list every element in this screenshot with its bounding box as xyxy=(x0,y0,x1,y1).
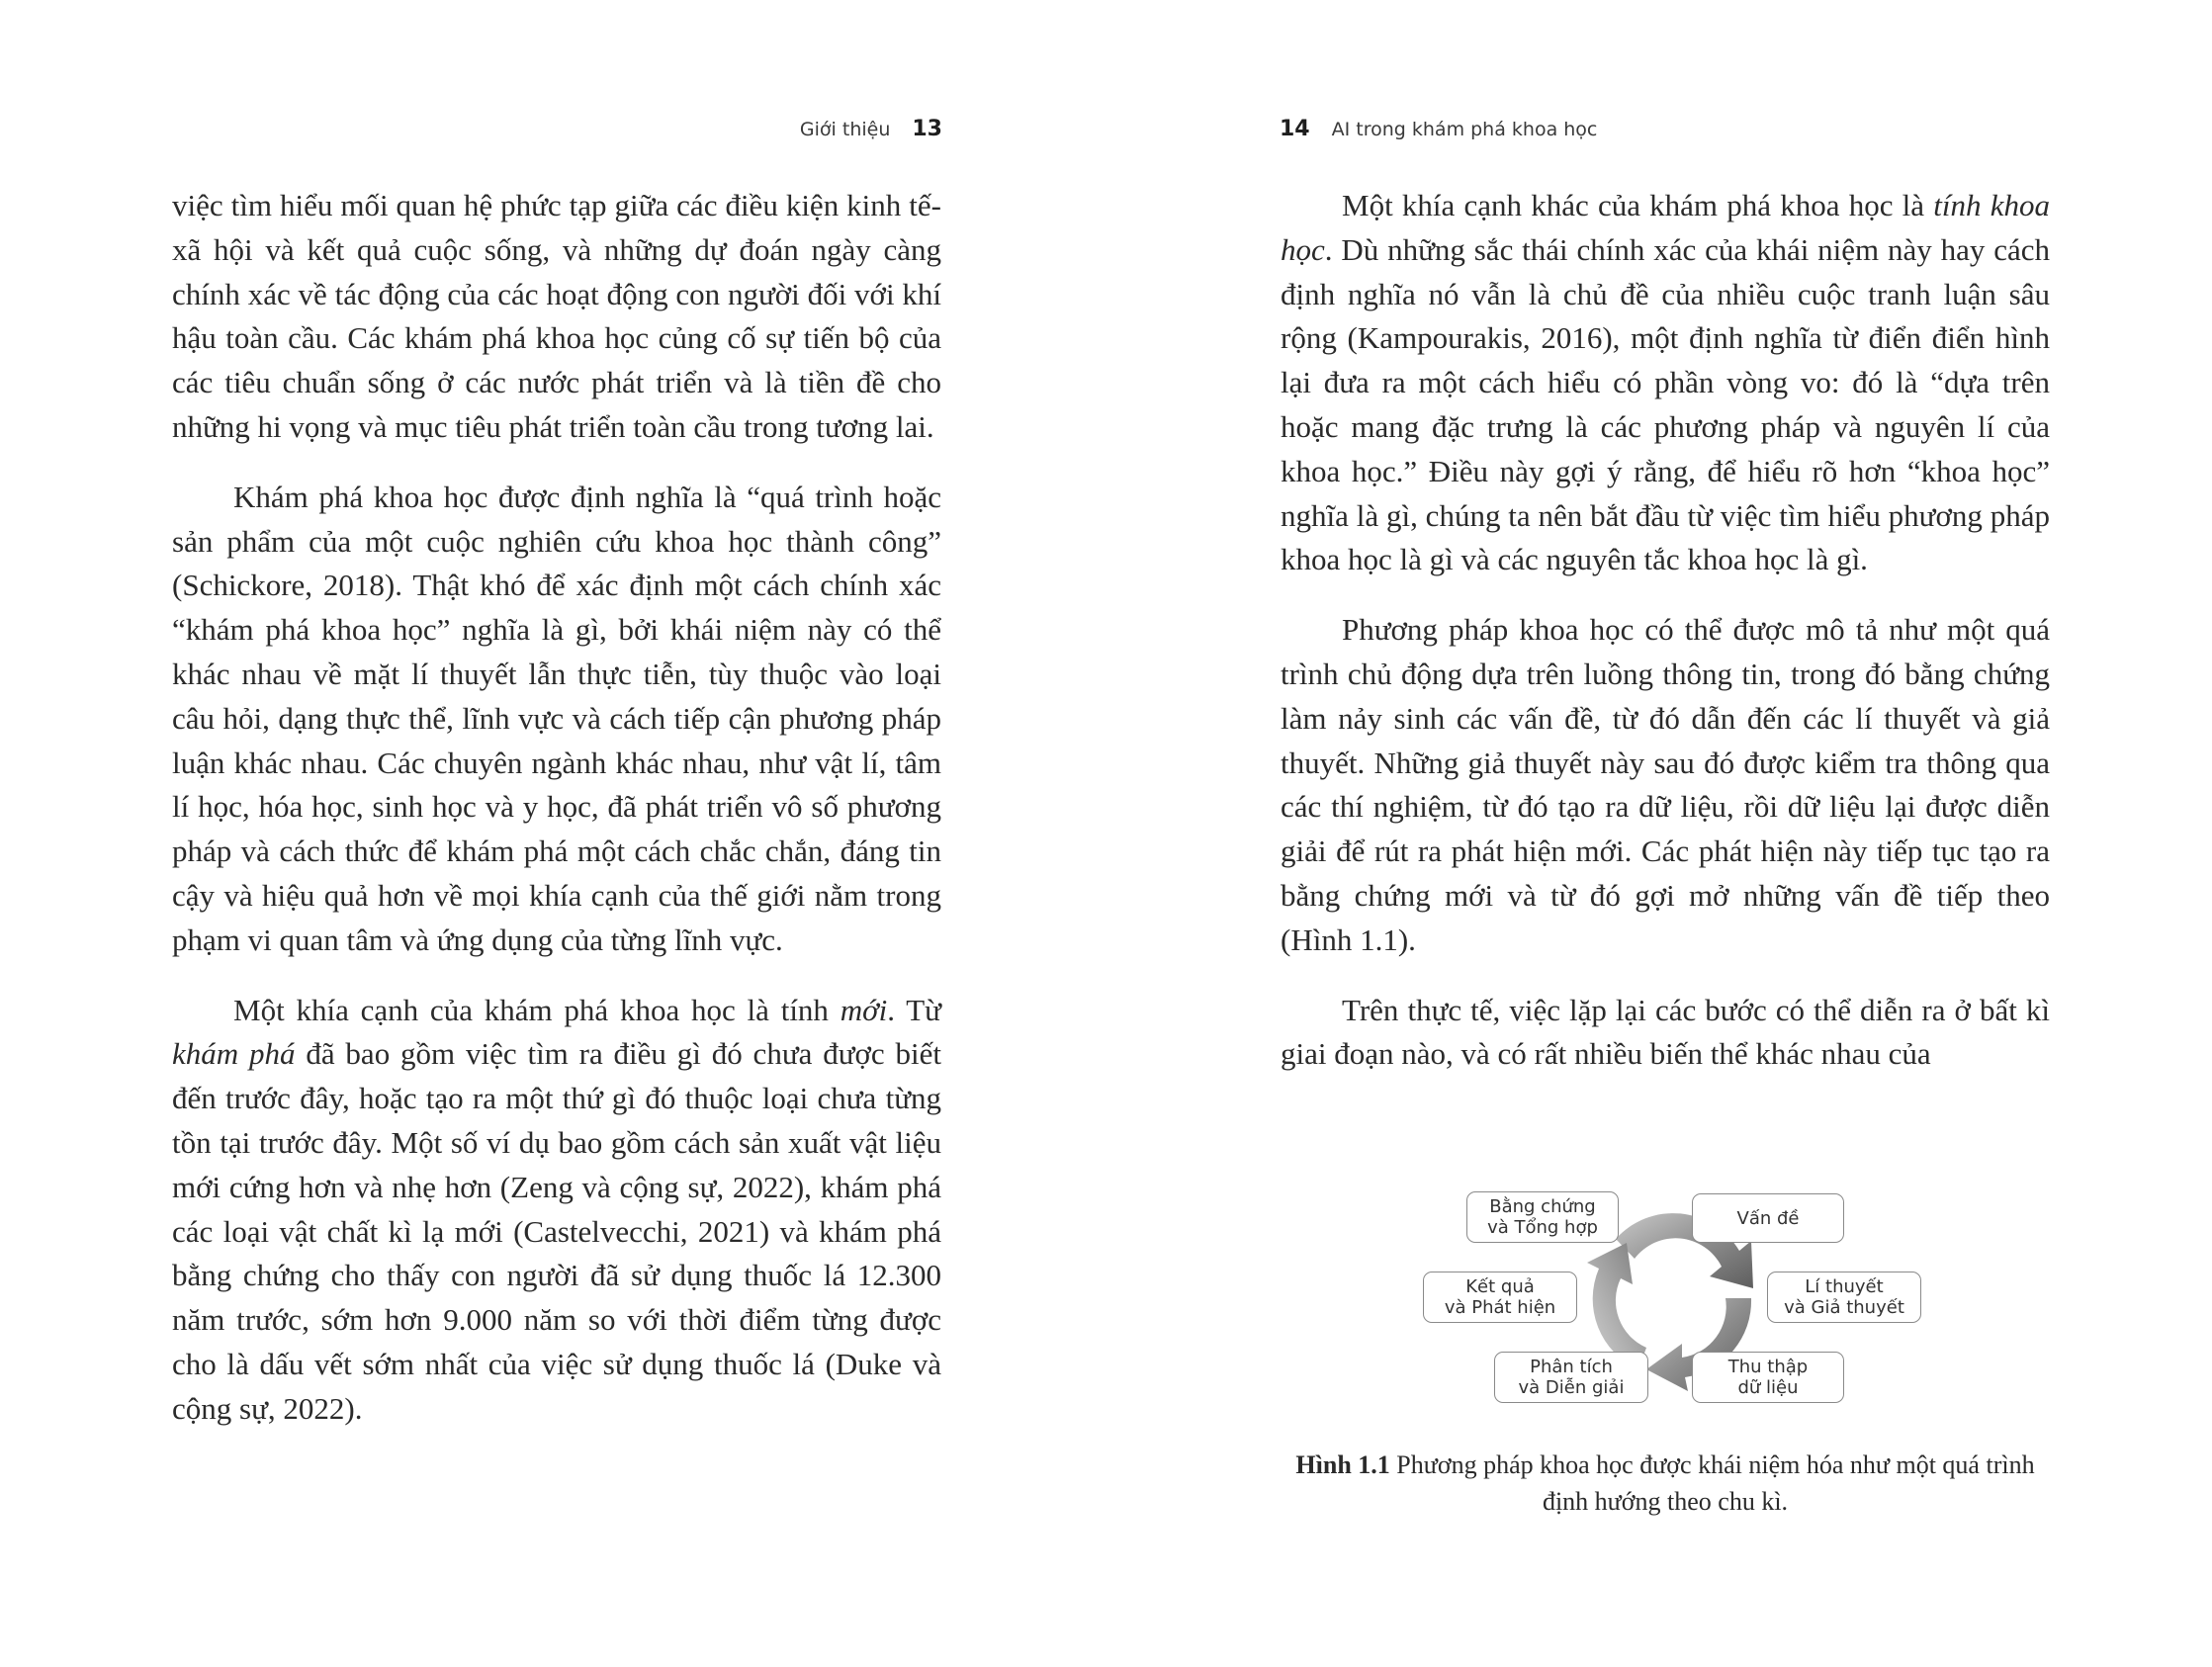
node-results-findings xyxy=(1423,1272,1577,1323)
italic-term: khám phá xyxy=(172,1036,296,1072)
caption-text: Phương pháp khoa học được khái niệm hóa như một quá trình định hướng theo chu kì. xyxy=(1389,1450,2035,1516)
italic-term: tính khoa học xyxy=(1281,188,2050,267)
page-number: 13 xyxy=(912,117,942,141)
paragraph xyxy=(1281,184,2050,582)
node-label: Lí thuyết xyxy=(1805,1276,1884,1297)
paragraph xyxy=(172,989,941,1432)
text-run: đã bao gồm việc tìm ra điều gì đó chưa được biết đến trước đây, hoặc tạo ra một thứ gì đó thuộc loại chưa từng tồn tại trước đây. Một số ví dụ bao gồm cách sản xuất vật liệu mới cứng hơn và nhẹ hơn (Zeng và cộng sự, 2022), khám phá các loại vật chất kì lạ mới (Castelvecchi, 2021) và khám phá bằng chứng cho thấy con người đã sử dụng thuốc lá 12.300 năm trước, sớm hơn 9.000 năm so với thời điểm từng được cho là dấu vết sớm nhất của việc sử dụng thuốc lá (Duke và cộng sự, 2022). xyxy=(172,1036,941,1426)
node-theory-hypothesis xyxy=(1767,1272,1921,1323)
running-head-left xyxy=(800,117,942,141)
node-label: Thu thập xyxy=(1727,1357,1809,1377)
text-run: . Dù những sắc thái chính xác của khái niệm này hay cách định nghĩa nó vẫn là chủ đề của nhiều cuộc tranh luận sâu rộng (Kampourakis, 2016), một định nghĩa từ điển điển hình lại đưa ra một cách hiểu có phần vòng vo: đó là “dựa trên hoặc mang đặc trưng là các phương pháp và nguyên lí của khoa học.” Điều này gợi ý rằng, để hiểu rõ hơn “khoa học” nghĩa là gì, chúng ta nên bắt đầu từ việc tìm hiểu phương pháp khoa học là gì và các nguyên tắc khoa học là gì. xyxy=(1281,231,2050,577)
node-data-collection xyxy=(1692,1352,1844,1403)
text-run: Một khía cạnh của khám phá khoa học là tính xyxy=(233,992,841,1027)
book-title: AI trong khám phá khoa học xyxy=(1331,119,1598,140)
node-label: và Diễn giải xyxy=(1518,1377,1625,1398)
paragraph: việc tìm hiểu mối quan hệ phức tạp giữa các điều kiện kinh tế-xã hội và kết quả cuộc sống, và những dự đoán ngày càng chính xác về tác động của các hoạt động con người đối với khí hậu toàn cầu. Các khám phá khoa học củng cố sự tiến bộ của các tiêu chuẩn sống ở các nước phát triển và là tiền đề cho những hi vọng và mục tiêu phát triển toàn cầu trong tương lai. xyxy=(172,188,941,444)
text-run: Một khía cạnh khác của khám phá khoa học là xyxy=(1342,188,1934,222)
cycle-arrow-left xyxy=(1587,1243,1646,1369)
figure-caption xyxy=(1281,1447,2050,1520)
paragraph: Khám phá khoa học được định nghĩa là “quá trình hoặc sản phẩm của một cuộc nghiên cứu khoa học thành công” (Schickore, 2018). Thật khó để xác định một cách chính xác “khám phá khoa học” nghĩa là gì, bởi khái niệm này có thể khác nhau về mặt lí thuyết lẫn thực tiễn, tùy thuộc vào loại câu hỏi, dạng thực thể, lĩnh vực và cách tiếp cận phương pháp luận khác nhau. Các chuyên ngành khác nhau, như vật lí, tâm lí học, hóa học, sinh học và y học, đã phát triển vô số phương pháp và cách thức để khám phá một cách chắc chắn, đáng tin cậy và hiệu quả hơn về mọi khía cạnh của thế giới nằm trong phạm vi quan tâm và ứng dụng của từng lĩnh vực. xyxy=(172,479,941,957)
running-head-right xyxy=(1280,117,1597,141)
node-analysis-interpretation xyxy=(1494,1352,1648,1403)
node-label: Phân tích xyxy=(1530,1357,1613,1377)
right-body-text xyxy=(1281,184,2050,1077)
scientific-method-cycle-figure xyxy=(1423,1182,1927,1419)
node-label: và Phát hiện xyxy=(1444,1297,1556,1318)
node-label: dữ liệu xyxy=(1737,1377,1799,1398)
page-number: 14 xyxy=(1280,117,1310,141)
right-page xyxy=(1106,0,2212,1667)
node-label: Kết quả xyxy=(1465,1276,1535,1297)
text-run: . Từ xyxy=(887,992,941,1027)
node-label: Bằng chứng xyxy=(1489,1196,1596,1217)
node-label: và Tổng hợp xyxy=(1487,1217,1598,1238)
left-body-text xyxy=(172,184,941,1432)
paragraph: Trên thực tế, việc lặp lại các bước có thể diễn ra ở bất kì giai đoạn nào, và có rất nhiều biến thể khác nhau của xyxy=(1281,992,2050,1072)
node-label: Vấn đề xyxy=(1736,1207,1800,1229)
italic-term: mới xyxy=(840,992,888,1027)
node-problem xyxy=(1692,1193,1844,1243)
paragraph: Phương pháp khoa học có thể được mô tả như một quá trình chủ động dựa trên luồng thông tin, trong đó bằng chứng làm nảy sinh các vấn đề, từ đó dẫn đến các lí thuyết và giả thuyết. Những giả thuyết này sau đó được kiểm tra thông qua các thí nghiệm, từ đó tạo ra dữ liệu, rồi dữ liệu lại được diễn giải để rút ra phát hiện mới. Các phát hiện này tiếp tục tạo ra bằng chứng mới và từ đó gợi mở những vấn đề tiếp theo (Hình 1.1). xyxy=(1281,612,2050,957)
chapter-title: Giới thiệu xyxy=(799,119,891,140)
caption-label: Hình 1.1 xyxy=(1295,1450,1390,1479)
node-evidence-synthesis xyxy=(1466,1191,1619,1243)
node-label: và Giả thuyết xyxy=(1784,1297,1904,1318)
